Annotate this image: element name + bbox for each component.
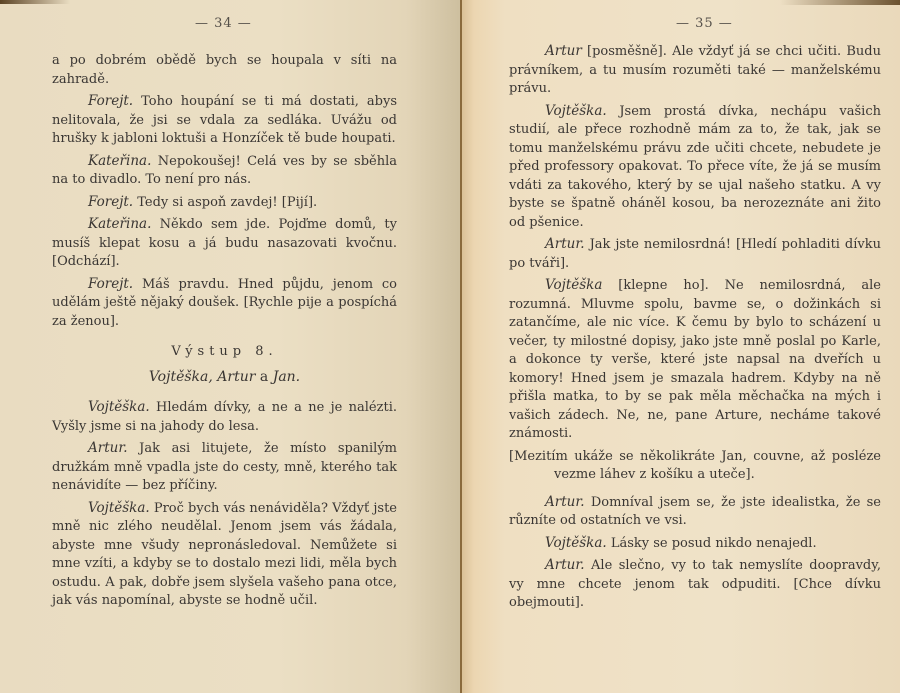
dialogue-text: Tedy si aspoň zavdej! [Pijí]. bbox=[137, 194, 318, 210]
cast-conjunction: a bbox=[259, 368, 269, 385]
cast-name: Artur bbox=[217, 368, 256, 385]
dialogue-text: Máš pravdu. Hned půjdu, jenom co udělám ještě nějaký doušek. [Rychle pije a pospíchá za ženou]. bbox=[52, 276, 397, 329]
dialogue-text: Lásky se posud nikdo nenajedl. bbox=[610, 535, 817, 551]
dialogue-text: Hledám dívky, a ne a ne je nalézti. Vyšly jsme si na jahody do lesa. bbox=[52, 400, 397, 434]
dialogue-line bbox=[509, 493, 881, 531]
dialogue-text: Proč bych vás nenáviděla? Vždyť jste mně nic zlého neudělal. Jenom jsem vás žádala, abyste mne všudy nepronásledoval. Nemůžete si mne vzíti, a kdyby se to dostalo mezi lidi, měla bych ostudu. A pak, dobře jsem slyšela vašeho pana otce, jak vás napomínal, abyste se hodně učil. bbox=[52, 500, 397, 608]
dialogue-text: Jsem prostá dívka, nechápu vašich studií, ale přece rozhodně mám za to, že tak, jak se tomu manželskému právu zde učiti chcete, nebudete je před professory opakovat. To přece víte, že já se musím vdáti za takového, který by se ujal našeho statku. A vy byste se špatně oháněl kosou, ba nerozeznáte ani žito od pšenice. bbox=[509, 103, 881, 230]
page-number: — 35 — bbox=[676, 16, 733, 31]
paragraph bbox=[52, 52, 397, 89]
dialogue-line bbox=[509, 102, 881, 233]
dialogue-text: Toho houpání se ti má dostati, abys nelitovala, že jsi se vdala za sedláka. Uvážu od hrušky k jabloni loktuši a Honzíček tě bude houpati. bbox=[52, 94, 397, 146]
dialogue-line bbox=[509, 534, 881, 554]
speaker-name: Artur. bbox=[545, 557, 585, 573]
speaker-name: Vojtěška. bbox=[88, 499, 150, 516]
speaker-name: Kateřina. bbox=[88, 216, 152, 232]
dialogue-text: Nepokoušej! Celá ves by se sběhla na to divadlo. To není pro nás. bbox=[52, 153, 397, 187]
dialogue-line bbox=[52, 499, 397, 611]
right-page-text bbox=[509, 42, 881, 616]
dialogue-line bbox=[52, 439, 397, 496]
right-page bbox=[461, 0, 900, 693]
dialogue-line bbox=[52, 92, 397, 149]
dialogue-text: Jak jste nemilosrdná! [Hledí pohladiti dívku po tváři]. bbox=[509, 237, 881, 271]
dialogue-line bbox=[52, 275, 397, 332]
cast-list bbox=[52, 368, 397, 387]
page-shadow bbox=[0, 0, 70, 4]
dialogue-text: Někdo sem jde. Pojďme domů, ty musíš klepat kosu a já budu nasazovati kvočnu. [Odchází]. bbox=[52, 217, 397, 269]
page-number: — 34 — bbox=[195, 16, 252, 31]
cast-name: Vojtěška, bbox=[148, 368, 213, 385]
speaker-name: Kateřina. bbox=[88, 152, 152, 169]
dialogue-line bbox=[52, 398, 397, 436]
speaker-name: Artur. bbox=[545, 236, 585, 252]
speaker-name: Artur bbox=[545, 43, 582, 59]
dialogue-line bbox=[509, 556, 881, 613]
dialogue-line bbox=[52, 215, 397, 272]
speaker-name: Forejt. bbox=[88, 275, 134, 292]
speaker-name: Artur. bbox=[545, 493, 585, 510]
stage-direction: [Mezitím ukáže se několikráte Jan, couvne, až posléze vezme láhev z košíku a uteče]. bbox=[509, 448, 881, 482]
speaker-name: Vojtěška bbox=[545, 277, 603, 293]
dialogue-line bbox=[509, 42, 881, 99]
speaker-name: Vojtěška. bbox=[545, 534, 607, 551]
speaker-name: Vojtěška. bbox=[88, 399, 150, 415]
page-shadow bbox=[780, 0, 900, 5]
dialogue-line bbox=[509, 235, 881, 273]
speaker-name: Forejt. bbox=[88, 193, 134, 210]
speaker-name: Forejt. bbox=[88, 93, 134, 109]
dialogue-line bbox=[52, 193, 397, 213]
dialogue-text: Jak asi litujete, že místo spanilým družkám mně vpadla jste do cesty, mně, kterého tak nenávidíte — bez příčiny. bbox=[52, 441, 397, 493]
left-page-text bbox=[52, 52, 397, 614]
paragraph-text: a po dobrém obědě bych se houpala v síti na zahradě. bbox=[52, 53, 397, 87]
dialogue-line bbox=[52, 152, 397, 190]
cast-name: Jan. bbox=[272, 368, 301, 385]
scene-heading: Výstup 8. bbox=[171, 344, 278, 359]
dialogue-text: [klepne ho]. Ne nemilosrdná, ale rozumná. Mluvme spolu, bavme se, o dožinkách si zatančíme, ale nic více. K čemu by bylo to scházení u večer, ty milostné dopisy, jako jste mně poslal po Karle, a dokonce ty verše, které jste napsal na dveřích u komory! Hned jsem je smazala hadrem. Kdyby na ně přišla matka, to by se pak měla měchačka na mých i vašich zádech. Ne, ne, pane Arture, necháme takové známosti. bbox=[509, 278, 881, 441]
speaker-name: Artur. bbox=[88, 440, 128, 456]
speaker-name: Vojtěška. bbox=[545, 102, 607, 119]
dialogue-text: Domníval jsem se, že jste idealistka, že se různíte od ostatních ve vsi. bbox=[509, 494, 881, 528]
dialogue-text: Ale slečno, vy to tak nemyslíte doopravdy, vy mne chcete jenom tak odpuditi. [Chce dívku obejmouti]. bbox=[509, 558, 881, 610]
book-spine bbox=[460, 0, 462, 693]
dialogue-line bbox=[509, 276, 881, 444]
dialogue-text: [posměšně]. Ale vždyť já se chci učiti. Budu právníkem, a tu musím rozuměti také — manželskému právu. bbox=[509, 44, 881, 96]
